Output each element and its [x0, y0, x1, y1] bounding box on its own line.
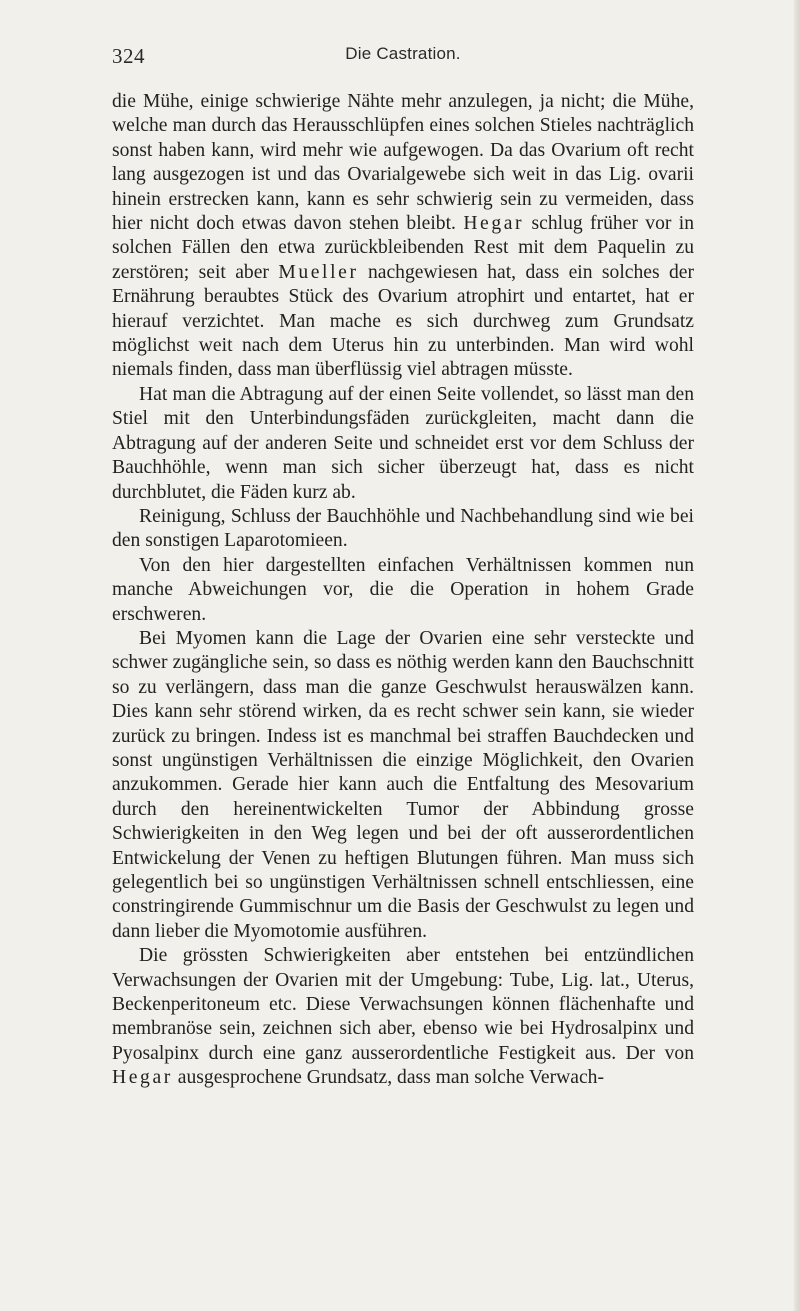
author-name-hegar: Hegar	[112, 1067, 173, 1089]
text-run: die Mühe, einige schwierige Nähte mehr anzulegen, ja nicht; die Mühe, welche man durch das Herausschlüpfen eines solchen Stieles nachträglich sonst haben kann, wird mehr wie aufgewogen. Da das Ovarium oft recht lang ausgezogen ist und das Ovarialgewebe sich weit in das Lig. ovarii hinein erstrecken kann, kann es sehr schwierig sein zu vermeiden, dass hier nicht doch etwas davon stehen bleibt.	[112, 91, 694, 235]
author-name-hegar: Hegar	[463, 213, 525, 235]
paragraph-6	[112, 944, 694, 1090]
running-head	[112, 44, 694, 74]
page-number: 324	[112, 44, 145, 68]
running-title: Die Castration.	[345, 44, 461, 63]
text-run: schlug früher vor in solchen Fällen den etwa zurückbleibenden Rest mit dem Paquelin zu zerstören; seit aber	[112, 213, 694, 283]
body-text	[112, 90, 694, 1091]
text-run: nachgewiesen hat, dass ein solches der Ernährung beraubtes Stück des Ovarium atrophirt und entartet, hat er hierauf verzichtet. Man mache es sich durchweg zum Grundsatz möglichst weit nach dem Uterus hin zu unterbinden. Man wird wohl niemals finden, dass man überflüssig viel abtragen müsste.	[112, 261, 695, 381]
paragraph-5	[112, 627, 694, 944]
author-name-mueller: Mueller	[278, 261, 359, 283]
paragraph-3	[112, 505, 694, 554]
text-run: Hat man die Abtragung auf der einen Seite vollendet, so lässt man den Stiel mit den Unterbindungsfäden zurückgleiten, macht dann die Abtragung auf der anderen Seite und schneidet erst vor dem Schluss der Bauchhöhle, wenn man sich sicher überzeugt hat, dass es nicht durchblutet, die Fäden kurz ab.	[112, 383, 694, 503]
text-run: Von den hier dargestellten einfachen Verhältnissen kommen nun manche Abweichungen vor, die die Operation in hohem Grade erschweren.	[112, 554, 694, 625]
text-run: Die grössten Schwierigkeiten aber entstehen bei entzündlichen Verwachsungen der Ovarien mit der Umgebung: Tube, Lig. lat., Uterus, Beckenperitoneum etc. Diese Verwachsungen können flächenhafte und membranöse sein, zeichnen sich aber, ebenso wie bei Hydrosalpinx und Pyosalpinx durch eine ganz ausserordentliche Festigkeit aus. Der von	[112, 945, 694, 1064]
paragraph-4	[112, 554, 694, 627]
paragraph-2	[112, 383, 694, 505]
text-run: ausgesprochene Grundsatz, dass man solche Verwach-	[172, 1067, 604, 1089]
page-edge-shadow	[794, 0, 800, 1311]
paragraph-1	[112, 90, 694, 383]
text-run: Bei Myomen kann die Lage der Ovarien eine sehr versteckte und schwer zugängliche sein, so dass es nöthig werden kann den Bauchschnitt so zu verlängern, dass man die ganze Geschwulst herauswälzen kann. Dies kann sehr störend wirken, da es recht schwer sein kann, sie wieder zurück zu bringen. Indess ist es manchmal bei straffen Bauchdecken und sonst ungünstigen Verhältnissen die einzige Möglichkeit, den Ovarien anzukommen. Gerade hier kann auch die Entfaltung des Mesovarium durch den hereinentwickelten Tumor der Abbindung grosse Schwierigkeiten in den Weg legen und bei der oft ausserordentlichen Entwickelung der Venen zu heftigen Blutungen führen. Man muss sich gelegentlich bei so ungünstigen Verhältnissen schnell entschliessen, eine constringirende Gummischnur um die Basis der Geschwulst zu legen und dann lieber die Myomotomie ausführen.	[112, 627, 694, 942]
text-run: Reinigung, Schluss der Bauchhöhle und Nachbehandlung sind wie bei den sonstigen Laparotomieen.	[112, 505, 694, 552]
